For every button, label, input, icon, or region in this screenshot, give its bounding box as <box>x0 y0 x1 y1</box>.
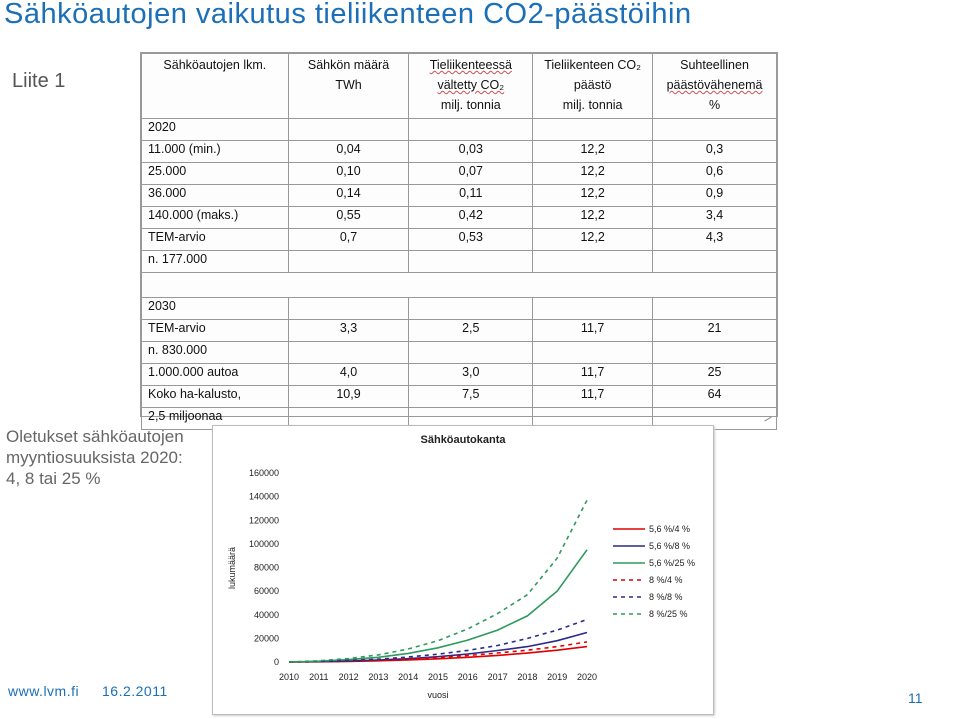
table-cell-label: 2,5 miljoonaa <box>142 408 289 430</box>
series-line <box>289 620 587 663</box>
table-cell-label: 1.000.000 autoa <box>142 364 289 386</box>
table-cell-label: n. 830.000 <box>142 342 289 364</box>
table-cell-label: 140.000 (maks.) <box>142 207 289 229</box>
x-tick-label: 2011 <box>309 672 329 682</box>
table-cell-total: 12,2 <box>533 163 653 185</box>
table-row <box>142 320 777 342</box>
x-tick-label: 2016 <box>457 672 478 682</box>
x-axis-label: vuosi <box>427 690 449 700</box>
table-row <box>142 141 777 163</box>
table-cell-pct: 64 <box>653 386 777 408</box>
series-line <box>289 550 587 662</box>
header-cell: Sähköautojen lkm. <box>142 54 289 119</box>
note-line: 4, 8 tai 25 % <box>6 469 101 488</box>
table-cell-twh <box>288 251 409 273</box>
table-cell-avoided: 3,0 <box>409 364 533 386</box>
header-cell: Tieliikenteen CO₂ päästö milj. tonnia <box>533 54 653 119</box>
table-cell-twh <box>288 342 409 364</box>
table-cell-total: 11,7 <box>533 320 653 342</box>
table-header-row <box>142 54 777 119</box>
table-cell-twh: 10,9 <box>288 386 409 408</box>
footer-url-link[interactable]: www.lvm.fi <box>8 683 80 699</box>
table-cell-total: 12,2 <box>533 185 653 207</box>
note-line: myyntiosuuksista 2020: <box>6 448 183 467</box>
appendix-label: Liite 1 <box>12 70 66 92</box>
y-axis-label: lukumäärä <box>227 546 237 590</box>
empty-cell <box>288 298 409 320</box>
page-number: 11 <box>908 690 923 706</box>
emissions-table-image <box>140 52 778 423</box>
x-tick-label: 2020 <box>576 672 598 682</box>
empty-cell <box>653 119 777 141</box>
ev-fleet-chart <box>212 425 714 715</box>
table-row <box>142 251 777 273</box>
y-tick-label: 0 <box>273 657 279 667</box>
table-cell-avoided: 0,03 <box>409 141 533 163</box>
table-cell-total: 12,2 <box>533 141 653 163</box>
table-cell-twh: 0,04 <box>288 141 409 163</box>
page-title: Sähköautojen vaikutus tieliikenteen CO2-päästöihin <box>4 0 692 30</box>
empty-cell <box>409 119 533 141</box>
assumption-note <box>6 426 211 489</box>
x-tick-label: 2018 <box>517 672 538 682</box>
table-cell-pct: 0,9 <box>653 185 777 207</box>
table-row <box>142 207 777 229</box>
x-tick-label: 2019 <box>547 672 568 682</box>
table-cell-avoided: 0,11 <box>409 185 533 207</box>
legend-label: 8 %/25 % <box>649 609 688 619</box>
table-cell-avoided <box>409 251 533 273</box>
legend-label: 8 %/4 % <box>649 575 683 585</box>
table-cell-pct: 25 <box>653 364 777 386</box>
emissions-table <box>141 53 777 430</box>
table-cell-label: 36.000 <box>142 185 289 207</box>
legend-label: 8 %/8 % <box>649 592 683 602</box>
table-row <box>142 229 777 251</box>
table-cell-avoided: 7,5 <box>409 386 533 408</box>
table-cell-total: 12,2 <box>533 207 653 229</box>
y-tick-label: 40000 <box>253 609 279 620</box>
table-row <box>142 342 777 364</box>
table-cell-label: TEM-arvio <box>142 229 289 251</box>
x-tick-label: 2010 <box>278 672 300 682</box>
table-cell-total: 11,7 <box>533 364 653 386</box>
y-tick-label: 160000 <box>248 468 279 478</box>
table-cell-twh: 3,3 <box>288 320 409 342</box>
table-cell-label: TEM-arvio <box>142 320 289 342</box>
empty-cell <box>288 119 409 141</box>
header-cell: Sähkön määrä TWh <box>288 54 409 119</box>
table-cell-label: 25.000 <box>142 163 289 185</box>
table-row <box>142 364 777 386</box>
table-spacer-row <box>142 273 777 298</box>
y-tick-label: 120000 <box>248 515 279 526</box>
empty-cell <box>653 298 777 320</box>
table-cell-total: 12,2 <box>533 229 653 251</box>
table-cell-label: Koko ha-kalusto, <box>142 386 289 408</box>
table-cell-avoided <box>409 342 533 364</box>
table-cell-twh: 4,0 <box>288 364 409 386</box>
table-cell-twh: 0,10 <box>288 163 409 185</box>
table-cell-pct: 0,3 <box>653 141 777 163</box>
empty-cell <box>409 298 533 320</box>
table-cell-twh: 0,7 <box>288 229 409 251</box>
x-tick-label: 2014 <box>398 672 419 682</box>
table-cell-twh: 0,14 <box>288 185 409 207</box>
table-cell-label: n. 177.000 <box>142 251 289 273</box>
x-tick-label: 2015 <box>427 672 449 682</box>
y-tick-label: 140000 <box>248 491 279 502</box>
table-section-row <box>142 119 777 141</box>
table-cell-twh: 0,55 <box>288 207 409 229</box>
y-tick-label: 100000 <box>248 538 279 549</box>
chart-title: Sähköautokanta <box>420 434 506 446</box>
x-tick-label: 2012 <box>338 672 359 682</box>
table-cell-pct: 4,3 <box>653 229 777 251</box>
table-row <box>142 386 777 408</box>
table-cell-total <box>533 251 653 273</box>
table-cell-avoided: 0,42 <box>409 207 533 229</box>
table-cell-avoided: 0,07 <box>409 163 533 185</box>
empty-cell <box>533 119 653 141</box>
table-cell-total: 11,7 <box>533 386 653 408</box>
table-cell-label: 11.000 (min.) <box>142 141 289 163</box>
section-year-cell: 2020 <box>142 119 289 141</box>
table-cell-total <box>533 342 653 364</box>
section-year-cell: 2030 <box>142 298 289 320</box>
table-cell-avoided: 0,53 <box>409 229 533 251</box>
table-cell-pct <box>653 251 777 273</box>
table-cell-pct: 3,4 <box>653 207 777 229</box>
table-cell-pct <box>653 342 777 364</box>
y-tick-label: 60000 <box>253 586 279 597</box>
table-row <box>142 185 777 207</box>
header-cell: Suhteellinen päästövähenemä % <box>653 54 777 119</box>
y-tick-label: 20000 <box>253 633 279 644</box>
header-cell: Tieliikenteessä vältetty CO₂ milj. tonnia <box>409 54 533 119</box>
y-tick-label: 80000 <box>253 562 279 573</box>
empty-cell <box>533 298 653 320</box>
footer-date: 16.2.2011 <box>102 683 168 699</box>
note-line: Oletukset sähköautojen <box>6 427 184 446</box>
table-cell-pct: 21 <box>653 320 777 342</box>
legend-label: 5,6 %/25 % <box>649 558 696 568</box>
legend-label: 5,6 %/4 % <box>649 524 691 534</box>
table-row <box>142 163 777 185</box>
table-cell-avoided: 2,5 <box>409 320 533 342</box>
chart-svg <box>213 426 713 714</box>
x-tick-label: 2017 <box>487 672 508 682</box>
table-cell-pct: 0,6 <box>653 163 777 185</box>
x-tick-label: 2013 <box>368 672 389 682</box>
legend-label: 5,6 %/8 % <box>649 541 691 551</box>
series-line <box>289 500 587 662</box>
table-section-row <box>142 298 777 320</box>
